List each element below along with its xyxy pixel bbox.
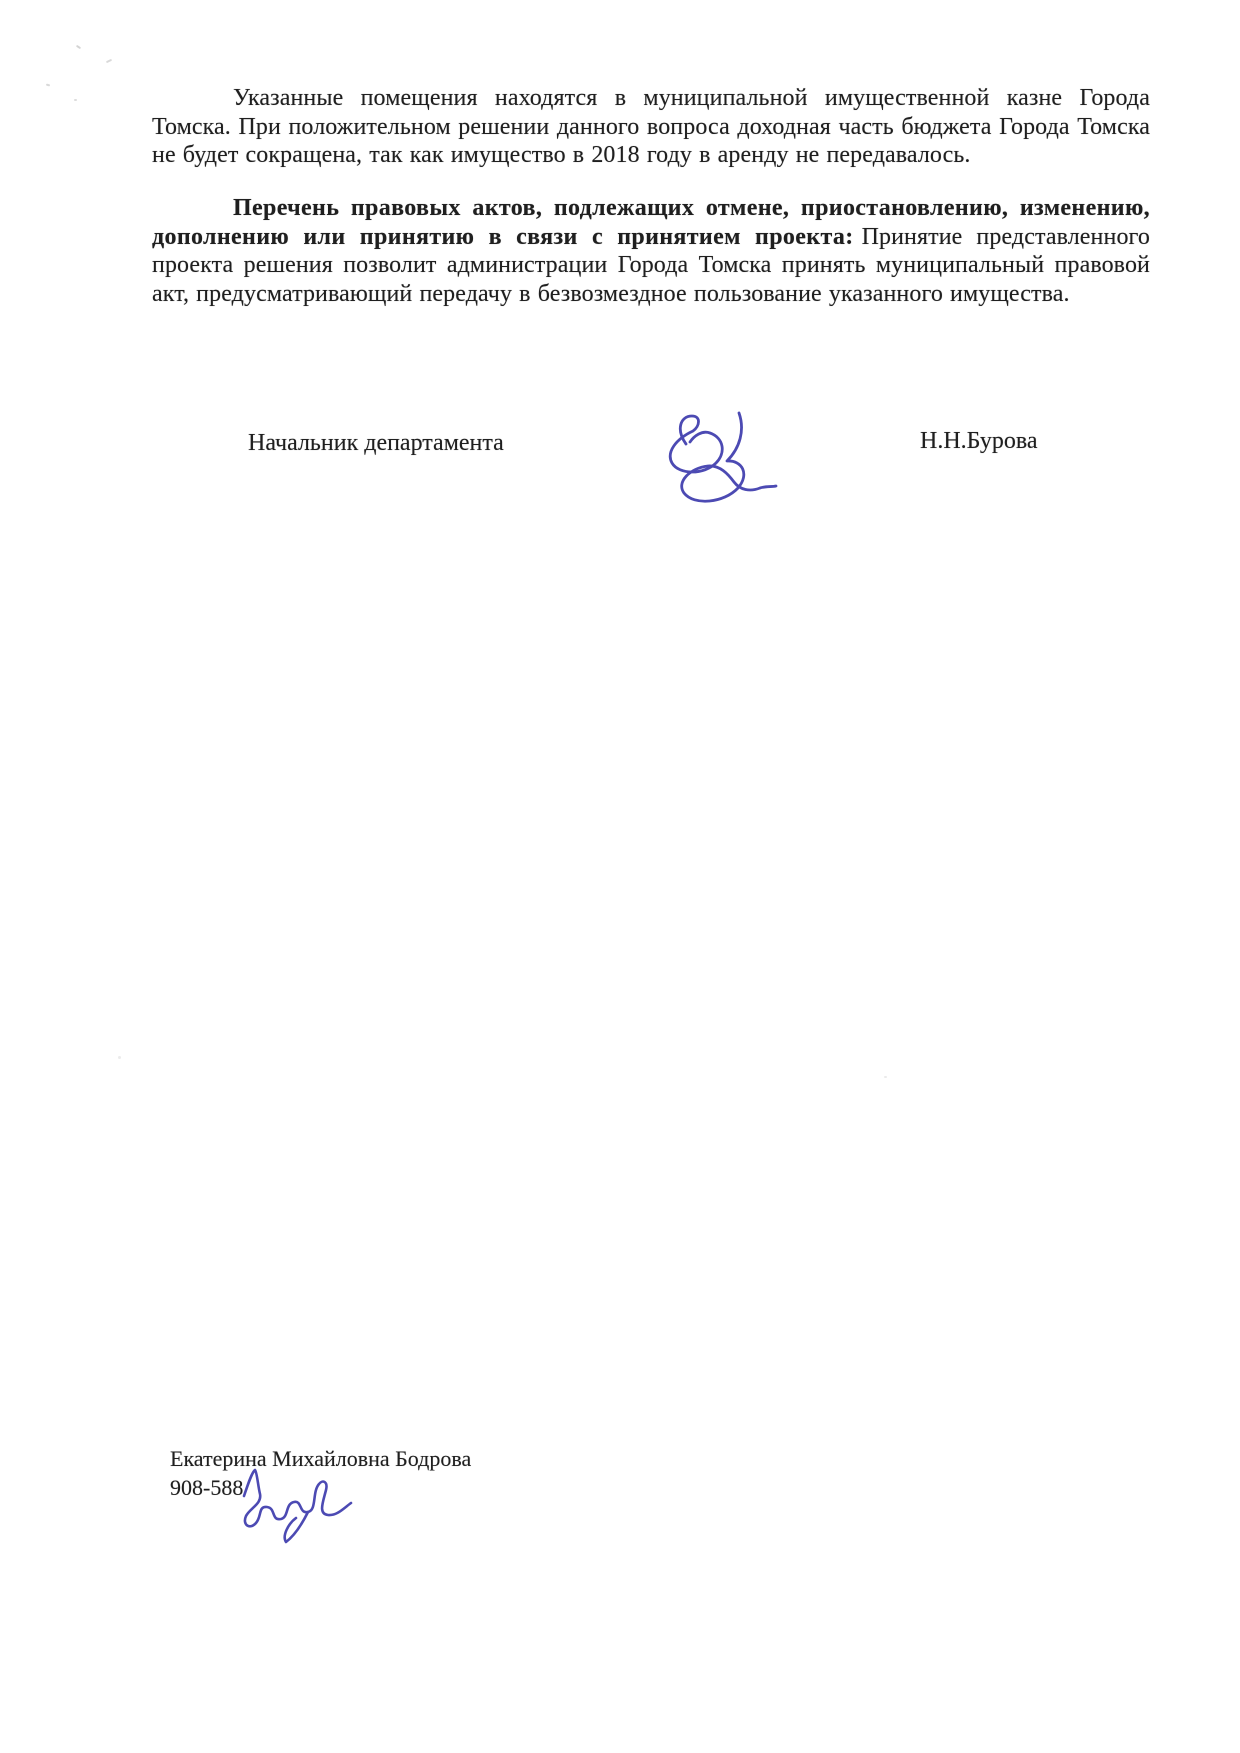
- head-signature-ink: [646, 400, 780, 515]
- scan-speck: [118, 1056, 121, 1059]
- paragraph-premises: Указанные помещения находятся в муниципальной имущественной казне Города Томска. При положительном решении данного вопроса доходная часть бюджета Города Томска не будет сокращена, так как имущество в 2018 году в аренду не передавалось.: [152, 85, 1150, 169]
- paragraph-legal-acts: [152, 194, 1150, 308]
- scan-speck: [74, 99, 77, 101]
- paragraph-legal-acts-heading: Перечень правовых актов, подлежащих отмене, приостановлению, изменению, дополнению или принятию в связи с принятием проекта:: [152, 195, 1150, 250]
- scan-speck: [76, 45, 81, 50]
- executor-signature-ink: [236, 1462, 354, 1547]
- scan-speck: [46, 84, 50, 87]
- signer-position-title: Начальник департамента: [248, 430, 504, 456]
- scan-speck: [106, 59, 112, 63]
- executor-phone: 908-588: [170, 1475, 244, 1500]
- scan-speck: [884, 1076, 887, 1078]
- signer-name: Н.Н.Бурова: [920, 428, 1038, 454]
- paragraph-legal-acts-body: Принятие представленного проекта решения позволит администрации Города Томска принять муниципальный правовой акт, предусматривающий передачу в безвозмездное пользование указанного имущества.: [152, 223, 1150, 307]
- executor-name: Екатерина Михайловна Бодрова: [170, 1446, 472, 1471]
